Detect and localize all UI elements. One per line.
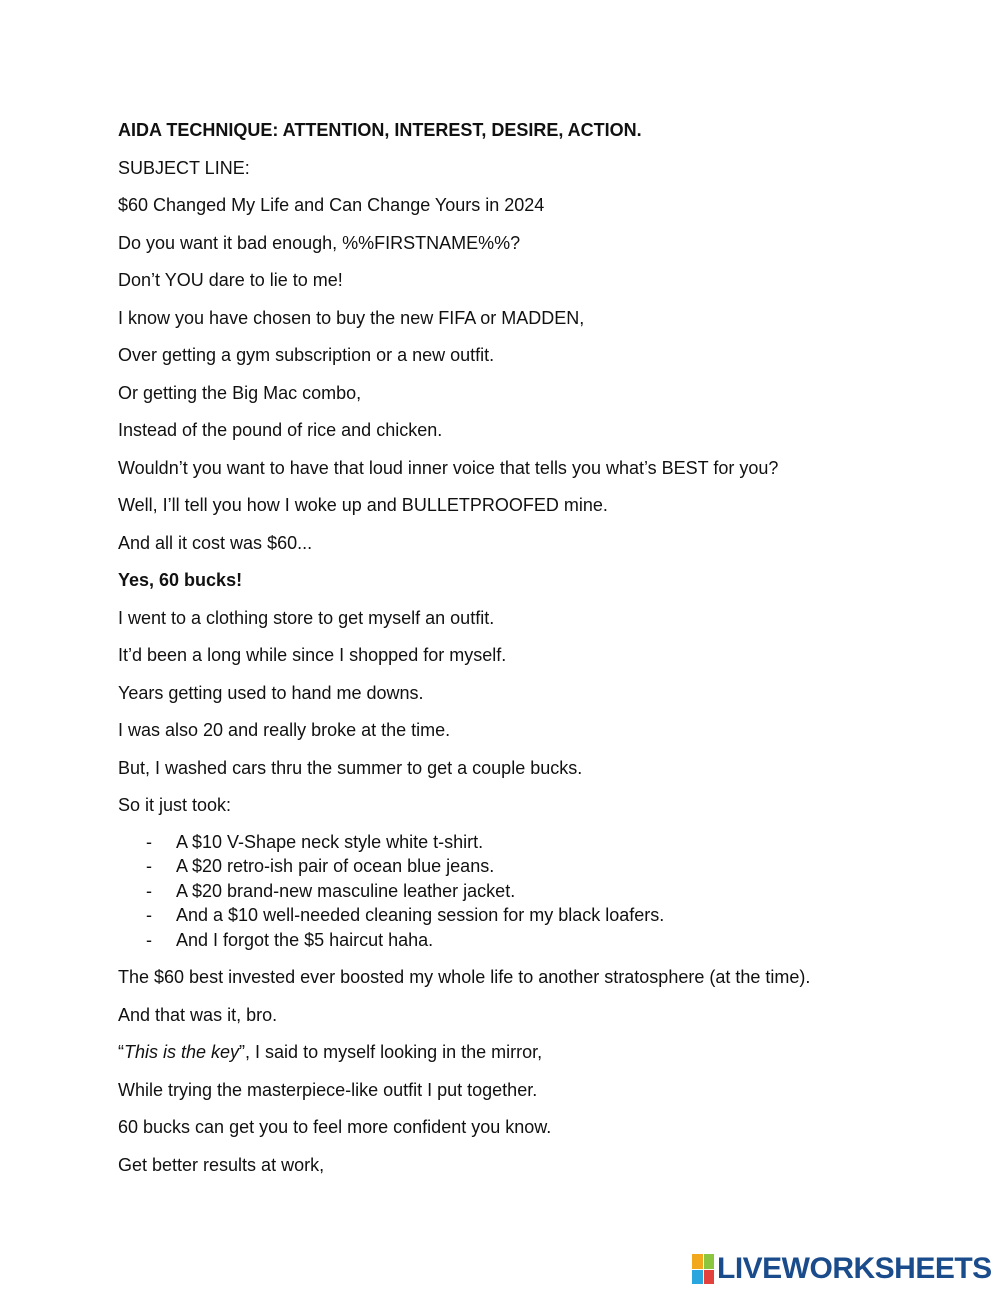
quote-rest-text: ”, I said to myself looking in the mirror, <box>239 1042 543 1062</box>
liveworksheets-mark-icon <box>692 1254 714 1284</box>
body-line: While trying the masterpiece-like outfit I put together. <box>118 1079 538 1100</box>
logo-mark-tile <box>692 1254 703 1269</box>
bullet-dash: - <box>146 880 152 901</box>
body-line: Or getting the Big Mac combo, <box>118 382 362 403</box>
list-item <box>118 928 938 953</box>
bullet-dash: - <box>146 831 152 852</box>
body-line: Over getting a gym subscription or a new outfit. <box>118 345 495 365</box>
body-line: I was also 20 and really broke at the time. <box>118 720 451 740</box>
story-lines <box>118 605 938 830</box>
body-line: Years getting used to hand me downs. <box>118 682 424 703</box>
logo-mark-tile <box>692 1270 703 1285</box>
body-line: Well, I’ll tell you how I woke up and BULLETPROOFED mine. <box>118 495 608 515</box>
body-line: It’d been a long while since I shopped for myself. <box>118 645 507 665</box>
list-item <box>118 903 938 928</box>
closing-lines <box>118 1077 938 1190</box>
list-item-text: A $10 V-Shape neck style white t-shirt. <box>176 831 484 852</box>
body-line: So it just took: <box>118 795 232 815</box>
quote-line <box>118 1039 938 1077</box>
bullet-dash: - <box>146 929 152 950</box>
quote-open-mark: “ <box>118 1042 124 1062</box>
list-item <box>118 879 938 904</box>
body-line: Don’t YOU dare to lie to me! <box>118 270 343 290</box>
list-item-text: A $20 retro-ish pair of ocean blue jeans. <box>176 856 495 876</box>
body-line: And all it cost was $60... <box>118 532 313 553</box>
body-line: Get better results at work, <box>118 1154 325 1175</box>
logo-mark-tile <box>704 1254 715 1269</box>
list-item-text: And a $10 well-needed cleaning session for my black loafers. <box>176 905 665 925</box>
body-line: Instead of the pound of rice and chicken. <box>118 420 443 440</box>
intro-lines <box>118 155 938 568</box>
body-line: But, I washed cars thru the summer to get a couple bucks. <box>118 757 583 778</box>
bold-statement: Yes, 60 bucks! <box>118 570 243 590</box>
logo-mark-tile <box>704 1270 715 1285</box>
body-line: 60 bucks can get you to feel more confident you know. <box>118 1117 552 1137</box>
list-item-text: And I forgot the $5 haircut haha. <box>176 929 434 950</box>
bullet-dash: - <box>146 905 152 925</box>
quote-italic-text: This is the key <box>124 1042 240 1062</box>
body-line: I know you have chosen to buy the new FIFA or MADDEN, <box>118 307 585 328</box>
purchase-list <box>118 830 938 953</box>
body-line: And that was it, bro. <box>118 1004 278 1025</box>
logo-text: LIVEWORKSHEETS <box>717 1252 992 1285</box>
list-item <box>118 830 938 855</box>
body-line: Do you want it bad enough, %%FIRSTNAME%%? <box>118 232 521 253</box>
body-line: SUBJECT LINE: <box>118 157 250 178</box>
liveworksheets-logo <box>692 1252 992 1286</box>
body-line: The $60 best invested ever boosted my whole life to another stratosphere (at the time). <box>118 967 811 987</box>
body-line: $60 Changed My Life and Can Change Yours in 2024 <box>118 195 545 215</box>
document-heading: AIDA TECHNIQUE: ATTENTION, INTEREST, DESIRE, ACTION. <box>118 120 642 140</box>
body-line: I went to a clothing store to get myself an outfit. <box>118 607 495 628</box>
document-page <box>118 117 938 1189</box>
bullet-dash: - <box>146 856 152 876</box>
list-item <box>118 854 938 879</box>
body-line: Wouldn’t you want to have that loud inner voice that tells you what’s BEST for you? <box>118 457 779 478</box>
list-item-text: A $20 brand-new masculine leather jacket. <box>176 880 516 901</box>
